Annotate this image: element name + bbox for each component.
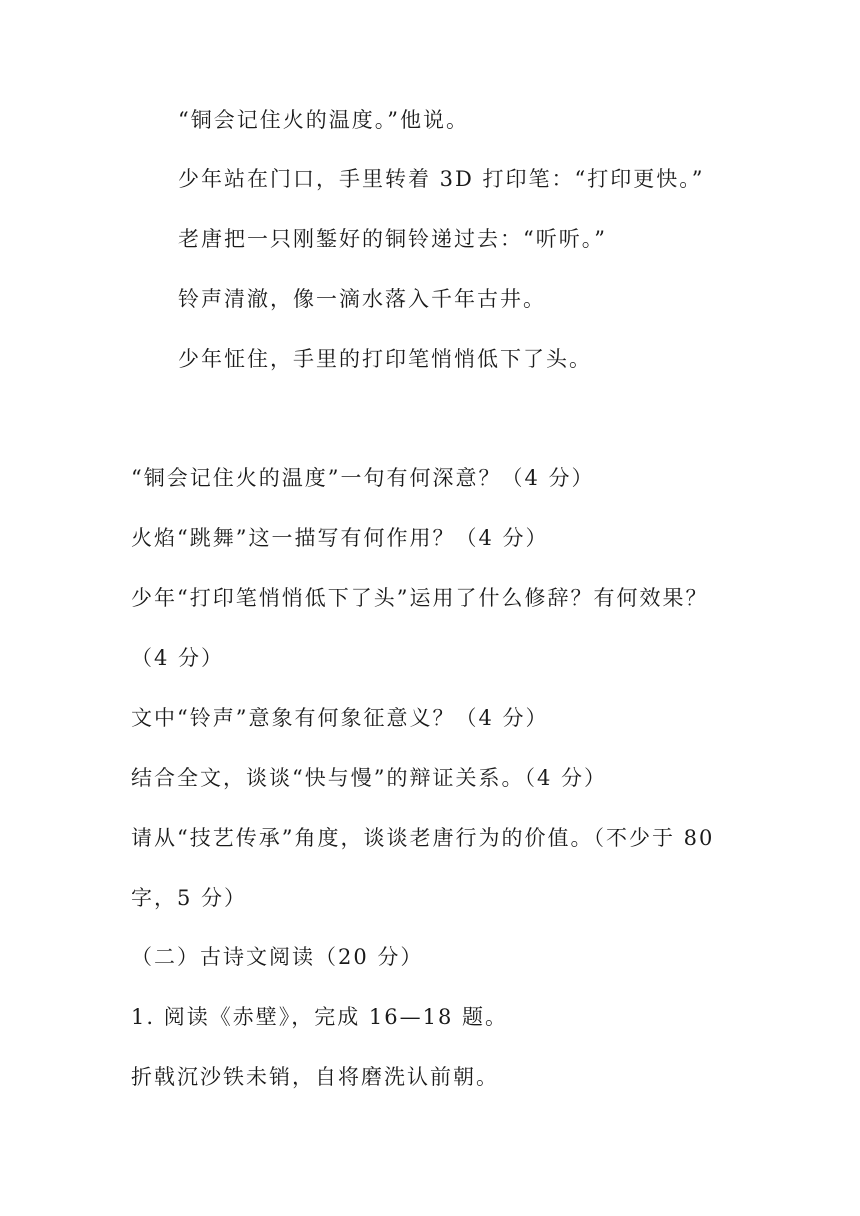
passage-line: “铜会记住火的温度。”他说。 xyxy=(178,108,469,132)
section-instruction: 1. 阅读《赤壁》，完成 16—18 题。 xyxy=(131,1005,509,1029)
poem-line: 折戟沉沙铁未销，自将磨洗认前朝。 xyxy=(131,1065,499,1089)
question-line: 字，5 分） xyxy=(131,886,248,910)
question-line: 火焰“跳舞”这一描写有何作用？（4 分） xyxy=(131,526,549,550)
passage-line: 铃声清澈，像一滴水落入千年古井。 xyxy=(178,287,546,311)
question-line: “铜会记住火的温度”一句有何深意？（4 分） xyxy=(131,466,595,490)
question-line: 结合全文，谈谈“快与慢”的辩证关系。（4 分） xyxy=(131,766,608,790)
passage-line: 少年怔住，手里的打印笔悄悄低下了头。 xyxy=(178,347,592,371)
question-line: 请从“技艺传承”角度，谈谈老唐行为的价值。（不少于 80 xyxy=(131,826,715,850)
passage-line: 老唐把一只刚錾好的铜铃递过去：“听听。” xyxy=(178,227,607,251)
question-line: （4 分） xyxy=(131,646,225,670)
question-line: 少年“打印笔悄悄低下了头”运用了什么修辞？有何效果？ xyxy=(131,586,709,610)
section-heading: （二）古诗文阅读（20 分） xyxy=(131,945,424,969)
question-line: 文中“铃声”意象有何象征意义？（4 分） xyxy=(131,706,549,730)
passage-line: 少年站在门口，手里转着 3D 打印笔：“打印更快。” xyxy=(178,167,705,191)
